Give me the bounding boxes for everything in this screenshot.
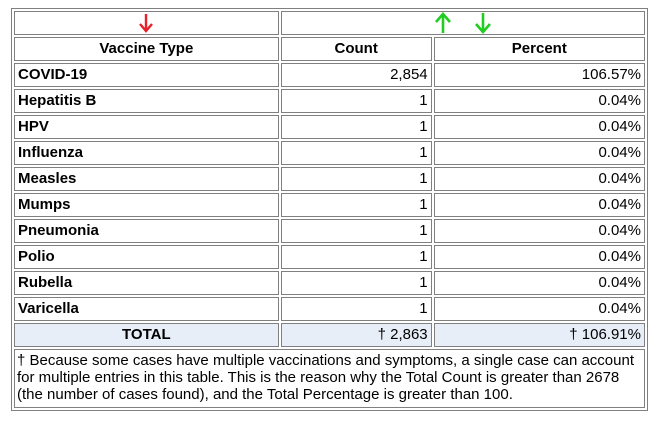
count-cell: 1 (281, 297, 432, 321)
count-cell: 1 (281, 115, 432, 139)
count-cell: 1 (281, 245, 432, 269)
vaccine-type-cell: Influenza (14, 141, 279, 165)
vaccine-type-cell: Pneumonia (14, 219, 279, 243)
header-row (14, 37, 645, 61)
sort-ascending-icon[interactable] (434, 12, 452, 34)
table-row (14, 89, 645, 113)
vaccine-type-sort-cell (14, 11, 279, 35)
vaccine-type-cell: HPV (14, 115, 279, 139)
percent-cell: 0.04% (434, 297, 645, 321)
total-count: † 2,863 (281, 323, 432, 347)
percent-cell: 0.04% (434, 245, 645, 269)
percent-cell: 0.04% (434, 219, 645, 243)
total-label: TOTAL (14, 323, 279, 347)
percent-cell: 0.04% (434, 271, 645, 295)
vaccine-type-cell: Hepatitis B (14, 89, 279, 113)
count-cell: 1 (281, 271, 432, 295)
sort-controls-row (14, 11, 645, 35)
percent-cell: 0.04% (434, 141, 645, 165)
count-cell: 1 (281, 219, 432, 243)
total-percent: † 106.91% (434, 323, 645, 347)
sort-descending-icon[interactable] (474, 12, 492, 34)
vaccine-type-table (11, 8, 648, 411)
vaccine-type-cell: Varicella (14, 297, 279, 321)
percent-cell: 0.04% (434, 89, 645, 113)
table-row (14, 297, 645, 321)
vaccine-type-cell: Polio (14, 245, 279, 269)
table-row (14, 167, 645, 191)
footnote-row (14, 349, 645, 408)
vaccine-type-cell: Rubella (14, 271, 279, 295)
percent-cell: 0.04% (434, 115, 645, 139)
count-sort-cell (281, 11, 645, 35)
table-row (14, 63, 645, 87)
vaccine-type-cell: COVID-19 (14, 63, 279, 87)
vaccine-type-cell: Measles (14, 167, 279, 191)
table-row (14, 219, 645, 243)
vaccine-type-cell: Mumps (14, 193, 279, 217)
count-cell: 2,854 (281, 63, 432, 87)
table-row (14, 115, 645, 139)
percent-cell: 0.04% (434, 167, 645, 191)
count-header: Count (281, 37, 432, 61)
count-cell: 1 (281, 141, 432, 165)
sort-descending-icon[interactable] (139, 13, 153, 33)
table-row (14, 245, 645, 269)
table-row (14, 193, 645, 217)
count-cell: 1 (281, 193, 432, 217)
table-row (14, 271, 645, 295)
percent-header: Percent (434, 37, 645, 61)
percent-cell: 0.04% (434, 193, 645, 217)
footnote-text: † Because some cases have multiple vaccinations and symptoms, a single case can account for multiple entries in this table. This is the reason why the Total Count is greater than 2678 (the number of cases found), and the Total Percentage is greater than 100. (14, 349, 645, 408)
count-cell: 1 (281, 89, 432, 113)
vaccine-type-header: Vaccine Type (14, 37, 279, 61)
percent-cell: 106.57% (434, 63, 645, 87)
table-row (14, 141, 645, 165)
count-cell: 1 (281, 167, 432, 191)
total-row (14, 323, 645, 347)
